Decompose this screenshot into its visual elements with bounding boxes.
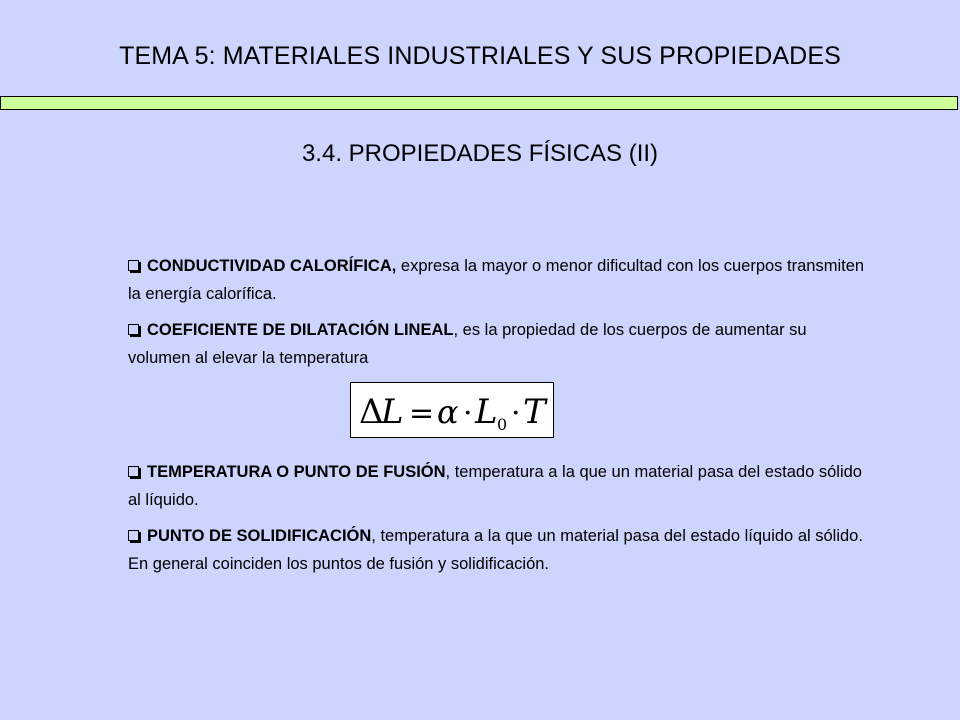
bullet-item-fusion xyxy=(128,458,868,514)
bullet-item-solidificacion xyxy=(128,522,868,578)
formula-dot-2: · xyxy=(511,396,521,431)
checkbox-bullet-icon xyxy=(128,466,139,477)
formula-dot-1: · xyxy=(463,396,473,431)
item-term: CONDUCTIVIDAD CALORÍFICA, xyxy=(147,257,397,275)
formula-alpha: α xyxy=(437,393,459,431)
checkbox-bullet-icon xyxy=(128,324,139,335)
bullet-item-conductividad xyxy=(128,252,868,308)
item-text: , temperatura a la que un material pasa del estado líquido al sólido. En general coinciden los puntos de fusión y solidificación. xyxy=(128,527,863,573)
checkbox-bullet-icon xyxy=(128,530,139,541)
item-text: , es la propiedad de los cuerpos de aumentar su volumen al elevar la temperatura xyxy=(128,321,807,367)
slide-subtitle: 3.4. PROPIEDADES FÍSICAS (II) xyxy=(301,140,659,167)
slide-title: TEMA 5: MATERIALES INDUSTRIALES Y SUS PROPIEDADES xyxy=(119,42,841,70)
item-term: TEMPERATURA O PUNTO DE FUSIÓN xyxy=(147,463,446,481)
item-term: PUNTO DE SOLIDIFICACIÓN xyxy=(147,527,372,545)
spacer xyxy=(128,438,868,458)
formula-equals: = xyxy=(409,396,435,431)
formula-graphic xyxy=(351,383,553,437)
checkbox-bullet-icon xyxy=(128,260,139,271)
formula-t: T xyxy=(523,392,546,432)
content-area xyxy=(128,252,868,578)
formula-box xyxy=(350,382,554,438)
formula-subscript: 0 xyxy=(497,415,508,434)
bullet-item-dilatacion xyxy=(128,316,868,372)
title-accent-bar xyxy=(0,96,958,110)
item-term: COEFICIENTE DE DILATACIÓN LINEAL xyxy=(147,321,454,339)
item-text: , temperatura a la que un material pasa del estado sólido al líquido. xyxy=(128,463,862,509)
formula-delta: Δ xyxy=(359,392,384,432)
formula-l0: L xyxy=(475,392,498,432)
item-text: expresa la mayor o menor dificultad con los cuerpos transmiten la energía calorífica. xyxy=(128,257,865,303)
formula-lhs: L xyxy=(381,392,404,432)
